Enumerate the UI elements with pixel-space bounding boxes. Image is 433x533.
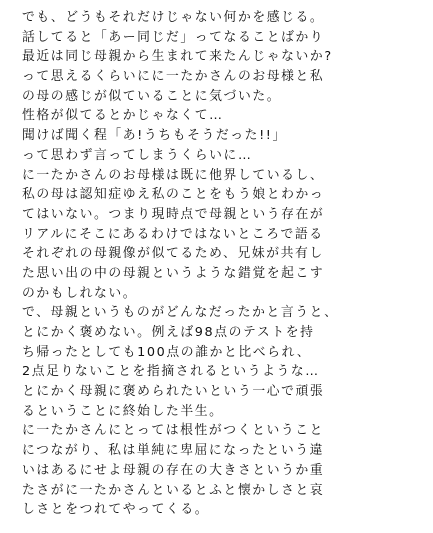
text-line-15: のかもしれない。 — [22, 285, 138, 301]
text-line-22: に一たかさんにとっては根性がつくということ — [22, 423, 325, 439]
text-line-13: それぞれの母親像が似てるため、兄妹が共有し — [22, 246, 324, 262]
text-line-5: の母の感じが似ていることに気づいた。 — [22, 88, 282, 104]
text-line-12: リアルにそこにあるわけではないところで語る — [22, 226, 324, 242]
text-line-10: 私の母は認知症ゆえ私のことをもう娘とわかっ — [22, 187, 325, 203]
text-line-1: でも、どうもそれだけじゃない何かを感じる。 — [22, 10, 325, 25]
text-line-6: 性格が似てるとかじゃなくて… — [22, 108, 224, 124]
text-line-19: 2点足りないことを指摘されるというような… — [22, 364, 320, 380]
text-line-8: って思わず言ってしまうくらいに… — [22, 147, 253, 163]
text-line-23: につながり、私は単純に卑屈になったという違 — [22, 443, 325, 459]
text-line-7: 聞けば聞く程「あ!うちもそうだった!!」 — [22, 128, 287, 144]
text-line-14: た思い出の中の母親というような錯覚を起こす — [22, 265, 325, 281]
text-line-26: しさとをつれてやってくる。 — [22, 502, 210, 518]
text-line-16: で、母親というものがどんなだったかと言うと、 — [22, 305, 339, 321]
text-line-25: たさがに一たかさんといるとふと懐かしさと哀 — [22, 482, 325, 498]
text-line-11: てはいない。つまり現時点で母親という存在が — [22, 206, 325, 222]
text-line-3: 最近は同じ母親から生まれて来たんじゃないか? — [22, 49, 333, 65]
text-line-18: ち帰ったとしても100点の誰かと比べられ、 — [22, 344, 312, 360]
text-line-4: って思えるくらいにに一たかさんのお母様と私 — [22, 69, 325, 85]
text-line-21: るということに終始した半生。 — [22, 403, 224, 419]
text-line-20: とにかく母親に褒められたいという一心で頑張 — [22, 384, 325, 400]
text-line-24: いはあるにせよ母親の存在の大きさというか重 — [22, 462, 325, 478]
text-line-2: 話してると「あー同じだ」ってなることばかり — [22, 29, 325, 45]
text-line-9: に一たかさんのお母様は既に他界しているし、 — [22, 167, 325, 183]
text-line-17: とにかく褒めない。例えば98点のテストを持 — [22, 325, 315, 340]
